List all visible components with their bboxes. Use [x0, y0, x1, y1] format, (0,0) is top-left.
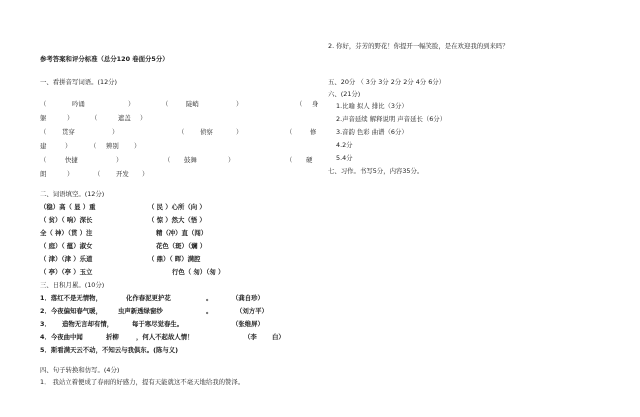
answer-char: 朗 — [40, 170, 47, 178]
paren: （ — [296, 100, 303, 108]
paren: （ — [40, 156, 47, 164]
answer-word: 吟诵 — [72, 100, 85, 108]
paren: （ — [40, 128, 47, 136]
section-1-heading: 一、看拼音写词语。(12分) — [40, 78, 118, 86]
paren: （ — [40, 100, 47, 108]
section-7-heading: 七、习作。书写5分，内容35分。 — [328, 167, 424, 175]
paren: （ — [164, 156, 171, 164]
poem-line: 造物无言却有情， — [62, 320, 114, 328]
section-4-answer: 1． 我站立着便成了春雨的好感力，提有天能就这不毫天地给我的赞泽。 — [40, 378, 245, 386]
idiom-answer: 花色（斑）（斓 ） — [156, 242, 207, 250]
paren: ） — [142, 170, 149, 178]
poem-author: （龚自珍） — [232, 294, 264, 302]
paren: ） — [65, 142, 72, 150]
idiom-answer: （稳）高（ 显 ）重 — [40, 203, 96, 211]
paren: ） — [116, 156, 123, 164]
paren: （ — [94, 170, 101, 178]
poem-line: ，何人不起故人情！ — [136, 333, 194, 341]
section-5-heading: 五、20分 （ 3分 3分 2分 2分 4分 6分） — [328, 78, 446, 86]
poem-author: 白） — [272, 333, 285, 341]
idiom-answer: （ 鼎）（ 晖）满腔 — [148, 255, 201, 263]
paren: ） — [140, 114, 147, 122]
idiom-answer: （ 贫）（ 响）深长 — [40, 216, 93, 224]
idiom-answer: （ 惊 ）然大（悟 ） — [148, 216, 206, 224]
paren: （ — [178, 128, 185, 136]
reading-answer: 4.2分 — [336, 141, 353, 149]
paren: （ — [91, 114, 98, 122]
paren: ） — [236, 128, 243, 136]
paren: ） — [67, 114, 74, 122]
paren: ） — [236, 100, 243, 108]
poem-line: 每于寒尽觉春生。 — [132, 320, 184, 328]
answer-word: 贯穿 — [62, 128, 75, 136]
page-title: 参考答案和评分标准（总分120 卷面分5分） — [40, 55, 169, 63]
idiom-answer: （ 津）（津 ）乐道 — [40, 255, 93, 263]
idiom-answer: 全（ 神）（贯 ）注 — [40, 229, 93, 237]
poem-author: （张维屏） — [232, 320, 264, 328]
paren: ） — [67, 170, 74, 178]
poem-line: 4．今夜曲中闻 — [40, 333, 83, 341]
reading-answer: 1.比喻 拟人 排比（3分） — [336, 102, 408, 110]
paren: ） — [228, 156, 235, 164]
paren: （ — [162, 100, 169, 108]
section-6-heading: 六、(21分) — [328, 90, 361, 98]
reading-answer: 3.音韵 色彩 曲谱（6分） — [336, 128, 408, 136]
answer-word: 遮盖 — [118, 114, 131, 122]
paren: ） — [128, 100, 135, 108]
answer-char: 建 — [40, 142, 47, 150]
idiom-answer: 精（冲）直（闯） — [156, 229, 208, 237]
idiom-answer: （ 民 ）心所（向 ） — [148, 203, 206, 211]
poem-line: 2．今夜偏知春气暖， — [40, 307, 102, 315]
idiom-answer: 行色（ 匆）（匆 ） — [172, 268, 225, 276]
poem-author: （刘方平） — [236, 307, 268, 315]
poem-line: 1．落红不是无情物， — [40, 294, 102, 302]
poem-line: 5．斯看满天云不动，不知云与我俱东。(陈与义) — [40, 346, 179, 354]
poem-line: 折柳 — [106, 333, 119, 341]
poem-author: （李 — [244, 333, 257, 341]
answer-char: 身 — [312, 100, 319, 108]
answer-char: 修 — [310, 128, 317, 136]
paren: （ — [90, 142, 97, 150]
poem-line: 化作春泥更护花 — [126, 294, 171, 302]
right-top-answer: 2. 你好，芬芳的野花！你提开一幅笑脸，是在欢迎我的到来吗？ — [328, 42, 509, 50]
answer-word: 开发 — [116, 170, 129, 178]
answer-word: 陡峭 — [186, 100, 199, 108]
idiom-answer: （ 庭）（ 蕴）淑女 — [40, 242, 93, 250]
section-2-heading: 二、词语填空。(12分) — [40, 190, 105, 198]
section-4-heading: 四、句子转换和仿写。(4分) — [40, 366, 120, 374]
answer-word: 侦察 — [200, 128, 213, 136]
answer-char: 躯 — [40, 114, 47, 122]
answer-char: 硬 — [306, 156, 313, 164]
poem-punct: 。 — [206, 307, 213, 315]
idiom-answer: （ 亭）（亭 ）玉立 — [40, 268, 93, 276]
section-3-heading: 三、日积月累。(10分) — [40, 281, 105, 289]
answer-word: 辨别 — [106, 142, 119, 150]
reading-answer: 2.声音延续 解释说明 声音延长（6分） — [336, 115, 447, 123]
paren: （ — [286, 128, 293, 136]
answer-word: 快捷 — [65, 156, 78, 164]
reading-answer: 5.4分 — [336, 154, 353, 162]
paren: （ — [286, 156, 293, 164]
poem-line: 虫声新透绿窗纱 — [118, 307, 163, 315]
poem-punct: 。 — [206, 294, 213, 302]
poem-line: 3． — [40, 320, 51, 328]
paren: ） — [134, 142, 141, 150]
answer-word: 鼓舞 — [184, 156, 197, 164]
paren: ） — [112, 128, 119, 136]
